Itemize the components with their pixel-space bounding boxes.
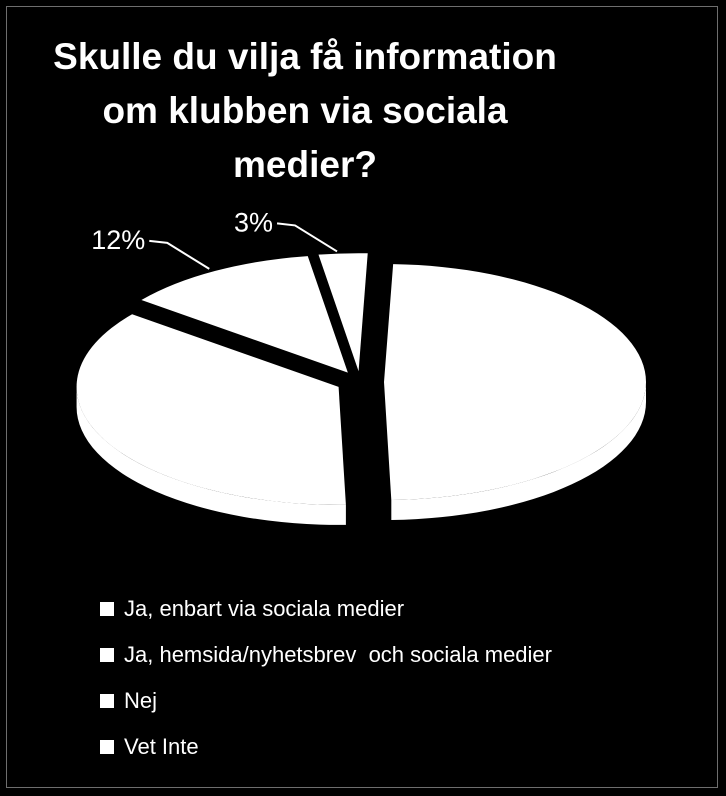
legend [100,598,552,782]
chart-title-line-3: medier? [233,144,377,185]
legend-label: Nej [124,688,158,713]
chart-title-line-2: om klubben via sociala [102,90,508,131]
chart-title-line-1: Skulle du vilja få information [53,36,557,77]
data-label-vet-inte: 3% [234,207,274,238]
legend-label: Ja, enbart via sociala medier [124,596,405,621]
legend-swatch [100,648,114,662]
legend-swatch [100,740,114,754]
data-label-nej: 12% [91,224,146,255]
leader-line-vet-inte [277,223,337,251]
legend-swatch [100,694,114,708]
pie-slice-ja-enbart-via-sociala-medier [384,264,646,520]
legend-item-vet-inte [100,736,552,758]
pie-slice-top [384,264,646,500]
legend-item-nej [100,690,552,712]
legend-swatch [100,602,114,616]
legend-item-ja-enbart-via-sociala-medier [100,598,552,620]
legend-label: Ja, hemsida/nyhetsbrev och sociala medier [124,642,552,667]
legend-item-ja-hemsida-nyhetsbrev-och-sociala-medier [100,644,552,666]
leader-line-nej [149,241,209,269]
legend-label: Vet Inte [124,734,199,759]
